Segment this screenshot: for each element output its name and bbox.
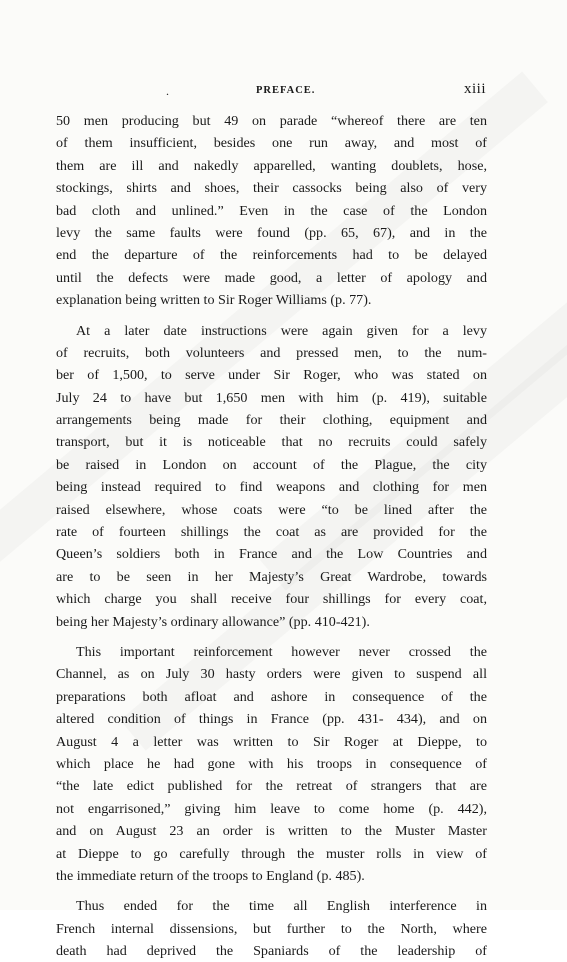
text-line: arrangements being made for their clothing, equipment and	[56, 412, 487, 429]
text-line: not engarrisoned,” giving him leave to come home (p. 442),	[56, 800, 487, 817]
text-line: at Dieppe to go carefully through the muster rolls in view of	[56, 845, 487, 862]
text-line: death had deprived the Spaniards of the leadership of	[56, 943, 487, 960]
text-line: “the late edict published for the retreat of strangers that are	[56, 778, 487, 795]
page-header	[56, 82, 486, 102]
header-dot: .	[166, 84, 169, 98]
paragraph	[56, 641, 487, 887]
text-line: French internal dissensions, but further to the North, where	[56, 920, 487, 937]
text-line: which charge you shall receive four shillings for every coat,	[56, 591, 487, 608]
paragraph	[56, 895, 487, 962]
text-line: stockings, shirts and shoes, their cassocks being also of very	[56, 180, 487, 197]
body-text	[56, 110, 487, 962]
text-line: of them insufficient, besides one run away, and most of	[56, 135, 487, 152]
paragraph-gap	[56, 887, 487, 895]
paragraph	[56, 320, 487, 633]
text-line: bad cloth and unlined.” Even in the case of the London	[56, 202, 487, 219]
text-line: altered condition of things in France (pp. 431- 434), and on	[56, 711, 487, 728]
text-line: which place he had gone with his troops in consequence of	[56, 755, 487, 772]
text-line: be raised in London on account of the Plague, the city	[56, 456, 487, 473]
paragraph-gap	[56, 633, 487, 641]
text-line: and on August 23 an order is written to the Muster Master	[56, 823, 487, 840]
text-line: until the defects were made good, a letter of apology and	[56, 269, 487, 286]
text-line: transport, but it is noticeable that no recruits could safely	[56, 434, 487, 451]
text-line: 50 men producing but 49 on parade “whereof there are ten	[56, 113, 487, 129]
text-line: July 24 to have but 1,650 men with him (p. 419), suitable	[56, 389, 487, 406]
text-line: are to be seen in her Majesty’s Great Wardrobe, towards	[56, 568, 487, 585]
paragraph-gap	[56, 312, 487, 320]
text-line: At a later date instructions were again given for a levy	[76, 322, 487, 339]
text-line: end the departure of the reinforcements had to be delayed	[56, 247, 487, 264]
text-line: Thus ended for the time all English interference in	[76, 898, 487, 915]
text-line: Queen’s soldiers both in France and the Low Countries and	[56, 546, 487, 563]
text-line: rate of fourteen shillings the coat as are provided for the	[56, 524, 487, 541]
text-line: Channel, as on July 30 hasty orders were given to suspend all	[56, 666, 487, 683]
running-title: PREFACE.	[256, 85, 316, 96]
text-line: the immediate return of the troops to England (p. 485).	[56, 867, 365, 884]
text-line: August 4 a letter was written to Sir Roger at Dieppe, to	[56, 733, 487, 750]
paragraph	[56, 110, 487, 312]
text-line: being her Majesty’s ordinary allowance” (pp. 410-421).	[56, 613, 370, 630]
text-line: ber of 1,500, to serve under Sir Roger, who was stated on	[56, 367, 487, 384]
page-number: xiii	[463, 81, 486, 97]
text-line: explanation being written to Sir Roger Williams (p. 77).	[56, 292, 372, 309]
text-line: levy the same faults were found (pp. 65, 67), and in the	[56, 224, 487, 241]
text-line: being instead required to find weapons and clothing for men	[56, 479, 487, 496]
text-line: raised elsewhere, whose coats were “to be lined after the	[56, 501, 487, 518]
text-line: them are ill and nakedly apparelled, wanting doublets, hose,	[56, 157, 487, 174]
text-line: of recruits, both volunteers and pressed men, to the num-	[56, 344, 487, 361]
text-line: This important reinforcement however never crossed the	[76, 643, 487, 660]
text-line: preparations both afloat and ashore in consequence of the	[56, 688, 487, 705]
